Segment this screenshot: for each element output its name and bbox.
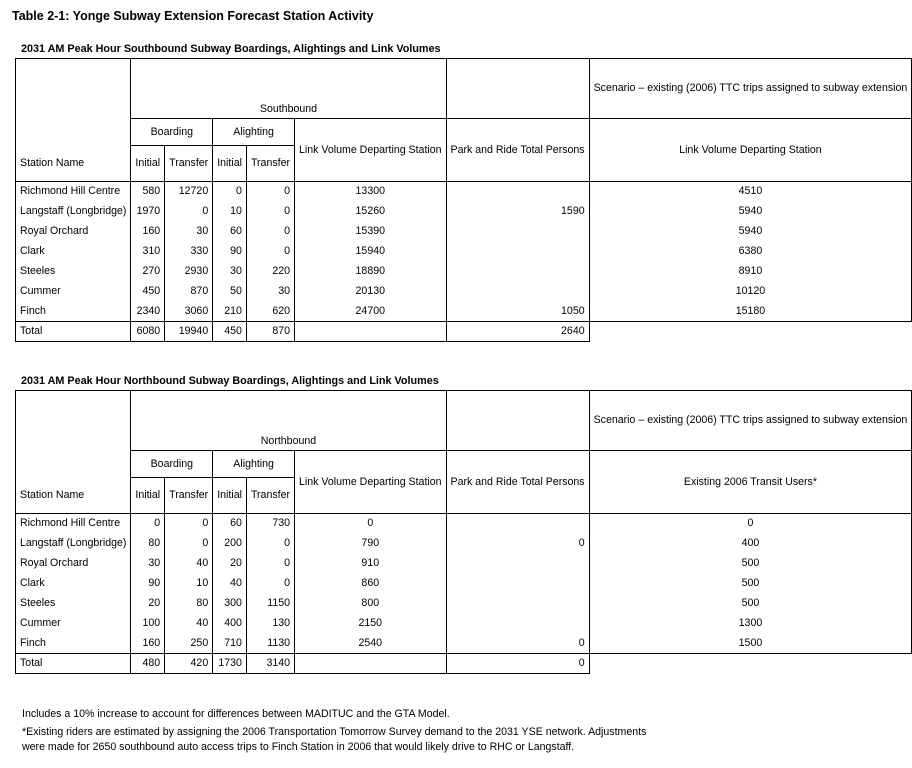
extra-cell: 500 <box>589 554 912 574</box>
boarding-transfer-cell: 30 <box>165 222 213 242</box>
alighting-transfer-cell: 0 <box>246 534 294 554</box>
alighting-transfer-cell: 0 <box>246 574 294 594</box>
southbound-table <box>15 58 912 342</box>
boarding-transfer-cell: 80 <box>165 594 213 614</box>
link-volume-cell: 860 <box>295 574 447 594</box>
park-ride-cell: 0 <box>446 654 589 674</box>
link-volume-cell: 18890 <box>295 262 447 282</box>
park-ride-header: Park and Ride Total Persons <box>446 451 589 514</box>
park-ride-cell: 1590 <box>446 202 589 222</box>
extra-cell: 500 <box>589 594 912 614</box>
northbound-table <box>15 390 912 674</box>
table-row <box>16 282 912 302</box>
direction-header: Northbound <box>131 391 446 451</box>
link-volume-cell: 15390 <box>295 222 447 242</box>
boarding-transfer-cell: 0 <box>165 202 213 222</box>
boarding-initial-cell: 480 <box>131 654 165 674</box>
alighting-initial-cell: 60 <box>213 222 247 242</box>
boarding-transfer-cell: 19940 <box>165 322 213 342</box>
boarding-initial-cell: 160 <box>131 634 165 654</box>
park-ride-cell <box>446 182 589 202</box>
northbound-subtitle: 2031 AM Peak Hour Northbound Subway Boardings, Alightings and Link Volumes <box>21 375 439 387</box>
alighting-transfer-cell: 3140 <box>246 654 294 674</box>
park-ride-cell: 2640 <box>446 322 589 342</box>
alighting-initial-cell: 210 <box>213 302 247 322</box>
park-ride-cell: 0 <box>446 534 589 554</box>
extra-cell: 1300 <box>589 614 912 634</box>
extra-cell: 1500 <box>589 634 912 654</box>
boarding-initial-cell: 1970 <box>131 202 165 222</box>
park-ride-cell: 1050 <box>446 302 589 322</box>
link-volume-header: Link Volume Departing Station <box>295 451 447 514</box>
alighting-transfer-cell: 0 <box>246 222 294 242</box>
alighting-initial-cell: 60 <box>213 514 247 534</box>
boarding-initial-cell: 30 <box>131 554 165 574</box>
boarding-transfer-cell: 2930 <box>165 262 213 282</box>
boarding-transfer-cell: 3060 <box>165 302 213 322</box>
footnote-maidituc: Includes a 10% increase to account for differences between MADITUC and the GTA Model. <box>22 708 450 720</box>
alighting-initial-cell: 20 <box>213 554 247 574</box>
table-row <box>16 554 912 574</box>
station-name-cell: Total <box>16 322 131 342</box>
link-volume-cell: 20130 <box>295 282 447 302</box>
extra-cell: 5940 <box>589 202 912 222</box>
alighting-transfer-cell: 1150 <box>246 594 294 614</box>
extra-cell: 4510 <box>589 182 912 202</box>
link-volume-cell: 910 <box>295 554 447 574</box>
boarding-transfer-cell: 10 <box>165 574 213 594</box>
boarding-initial-cell: 90 <box>131 574 165 594</box>
alighting-transfer-cell: 30 <box>246 282 294 302</box>
link-volume-cell <box>295 322 447 342</box>
table-row <box>16 222 912 242</box>
boarding-initial-cell: 100 <box>131 614 165 634</box>
link-volume-cell: 15940 <box>295 242 447 262</box>
alighting-initial-cell: 300 <box>213 594 247 614</box>
alighting-initial-header: Initial <box>213 478 247 514</box>
station-name-cell: Richmond Hill Centre <box>16 182 131 202</box>
alighting-transfer-cell: 730 <box>246 514 294 534</box>
table-row <box>16 594 912 614</box>
boarding-initial-cell: 270 <box>131 262 165 282</box>
boarding-initial-cell: 580 <box>131 182 165 202</box>
boarding-initial-cell: 160 <box>131 222 165 242</box>
station-name-cell: Langstaff (Longbridge) <box>16 534 131 554</box>
boarding-transfer-cell: 40 <box>165 614 213 634</box>
extra-cell: 400 <box>589 534 912 554</box>
alighting-initial-cell: 400 <box>213 614 247 634</box>
park-ride-cell <box>446 242 589 262</box>
table-row <box>16 634 912 654</box>
alighting-transfer-cell: 0 <box>246 182 294 202</box>
park-ride-cell <box>446 614 589 634</box>
boarding-initial-cell: 2340 <box>131 302 165 322</box>
alighting-transfer-cell: 1130 <box>246 634 294 654</box>
station-name-cell: Richmond Hill Centre <box>16 514 131 534</box>
link-volume-cell: 790 <box>295 534 447 554</box>
alighting-transfer-cell: 0 <box>246 554 294 574</box>
boarding-group-header: Boarding <box>131 451 213 478</box>
boarding-transfer-cell: 420 <box>165 654 213 674</box>
park-ride-cell <box>446 554 589 574</box>
alighting-initial-cell: 1730 <box>213 654 247 674</box>
link-volume-header: Link Volume Departing Station <box>295 119 447 182</box>
boarding-transfer-cell: 250 <box>165 634 213 654</box>
boarding-initial-cell: 0 <box>131 514 165 534</box>
alighting-transfer-cell: 870 <box>246 322 294 342</box>
table-row <box>16 182 912 202</box>
boarding-initial-cell: 80 <box>131 534 165 554</box>
total-row <box>16 654 912 674</box>
extra-cell: 500 <box>589 574 912 594</box>
alighting-initial-cell: 200 <box>213 534 247 554</box>
alighting-initial-cell: 40 <box>213 574 247 594</box>
table-row <box>16 614 912 634</box>
boarding-transfer-cell: 330 <box>165 242 213 262</box>
extra-header: Link Volume Departing Station <box>589 119 912 182</box>
table-row <box>16 534 912 554</box>
extra-cell <box>589 322 912 342</box>
table-row <box>16 514 912 534</box>
station-name-header: Station Name <box>16 146 131 182</box>
boarding-initial-header: Initial <box>131 478 165 514</box>
alighting-initial-cell: 450 <box>213 322 247 342</box>
station-name-cell: Royal Orchard <box>16 222 131 242</box>
station-name-cell: Steeles <box>16 262 131 282</box>
alighting-initial-cell: 10 <box>213 202 247 222</box>
park-ride-cell: 0 <box>446 634 589 654</box>
park-ride-cell <box>446 222 589 242</box>
boarding-initial-cell: 20 <box>131 594 165 614</box>
link-volume-cell: 2150 <box>295 614 447 634</box>
station-name-cell: Langstaff (Longbridge) <box>16 202 131 222</box>
southbound-subtitle: 2031 AM Peak Hour Southbound Subway Boardings, Alightings and Link Volumes <box>21 43 441 55</box>
station-name-header: Station Name <box>16 478 131 514</box>
extra-cell <box>589 654 912 674</box>
alighting-initial-cell: 710 <box>213 634 247 654</box>
alighting-transfer-header: Transfer <box>246 478 294 514</box>
boarding-transfer-cell: 0 <box>165 534 213 554</box>
table-row <box>16 262 912 282</box>
scenario-header: Scenario – existing (2006) TTC trips assigned to subway extension <box>589 391 912 451</box>
table-row <box>16 242 912 262</box>
park-ride-cell <box>446 514 589 534</box>
park-ride-header: Park and Ride Total Persons <box>446 119 589 182</box>
extra-header: Existing 2006 Transit Users* <box>589 451 912 514</box>
alighting-transfer-header: Transfer <box>246 146 294 182</box>
table-row <box>16 302 912 322</box>
total-row <box>16 322 912 342</box>
alighting-initial-cell: 50 <box>213 282 247 302</box>
alighting-transfer-cell: 0 <box>246 242 294 262</box>
extra-cell: 5940 <box>589 222 912 242</box>
boarding-transfer-cell: 40 <box>165 554 213 574</box>
alighting-initial-cell: 30 <box>213 262 247 282</box>
boarding-group-header: Boarding <box>131 119 213 146</box>
link-volume-cell: 13300 <box>295 182 447 202</box>
station-name-cell: Finch <box>16 302 131 322</box>
alighting-initial-cell: 90 <box>213 242 247 262</box>
station-name-cell: Royal Orchard <box>16 554 131 574</box>
scenario-header: Scenario – existing (2006) TTC trips assigned to subway extension <box>589 59 912 119</box>
station-name-cell: Steeles <box>16 594 131 614</box>
extra-cell: 10120 <box>589 282 912 302</box>
alighting-initial-cell: 0 <box>213 182 247 202</box>
boarding-initial-cell: 6080 <box>131 322 165 342</box>
link-volume-cell: 24700 <box>295 302 447 322</box>
park-ride-cell <box>446 594 589 614</box>
alighting-initial-header: Initial <box>213 146 247 182</box>
boarding-transfer-cell: 870 <box>165 282 213 302</box>
extra-cell: 6380 <box>589 242 912 262</box>
boarding-initial-cell: 310 <box>131 242 165 262</box>
link-volume-cell <box>295 654 447 674</box>
park-ride-cell <box>446 262 589 282</box>
alighting-group-header: Alighting <box>213 119 295 146</box>
boarding-transfer-cell: 12720 <box>165 182 213 202</box>
direction-header: Southbound <box>131 59 446 119</box>
park-ride-cell <box>446 574 589 594</box>
station-name-cell: Total <box>16 654 131 674</box>
alighting-group-header: Alighting <box>213 451 295 478</box>
page-title: Table 2-1: Yonge Subway Extension Forecast Station Activity <box>12 9 374 23</box>
alighting-transfer-cell: 220 <box>246 262 294 282</box>
station-name-cell: Cummer <box>16 614 131 634</box>
boarding-transfer-header: Transfer <box>165 478 213 514</box>
boarding-transfer-cell: 0 <box>165 514 213 534</box>
boarding-initial-header: Initial <box>131 146 165 182</box>
station-name-cell: Cummer <box>16 282 131 302</box>
station-name-cell: Clark <box>16 574 131 594</box>
extra-cell: 0 <box>589 514 912 534</box>
link-volume-cell: 800 <box>295 594 447 614</box>
station-name-cell: Clark <box>16 242 131 262</box>
boarding-transfer-header: Transfer <box>165 146 213 182</box>
alighting-transfer-cell: 0 <box>246 202 294 222</box>
extra-cell: 15180 <box>589 302 912 322</box>
station-name-cell: Finch <box>16 634 131 654</box>
table-row <box>16 202 912 222</box>
link-volume-cell: 15260 <box>295 202 447 222</box>
boarding-initial-cell: 450 <box>131 282 165 302</box>
table-row <box>16 574 912 594</box>
park-ride-cell <box>446 282 589 302</box>
link-volume-cell: 2540 <box>295 634 447 654</box>
link-volume-cell: 0 <box>295 514 447 534</box>
alighting-transfer-cell: 620 <box>246 302 294 322</box>
extra-cell: 8910 <box>589 262 912 282</box>
alighting-transfer-cell: 130 <box>246 614 294 634</box>
footnote-existing-riders: *Existing riders are estimated by assigning the 2006 Transportation Tomorrow Survey demand to the 2031 YSE network. Adjustments were made for 2650 southbound auto access trips to Finch Station in 2006 that would likely drive to RHC or Langstaff. <box>22 726 647 753</box>
